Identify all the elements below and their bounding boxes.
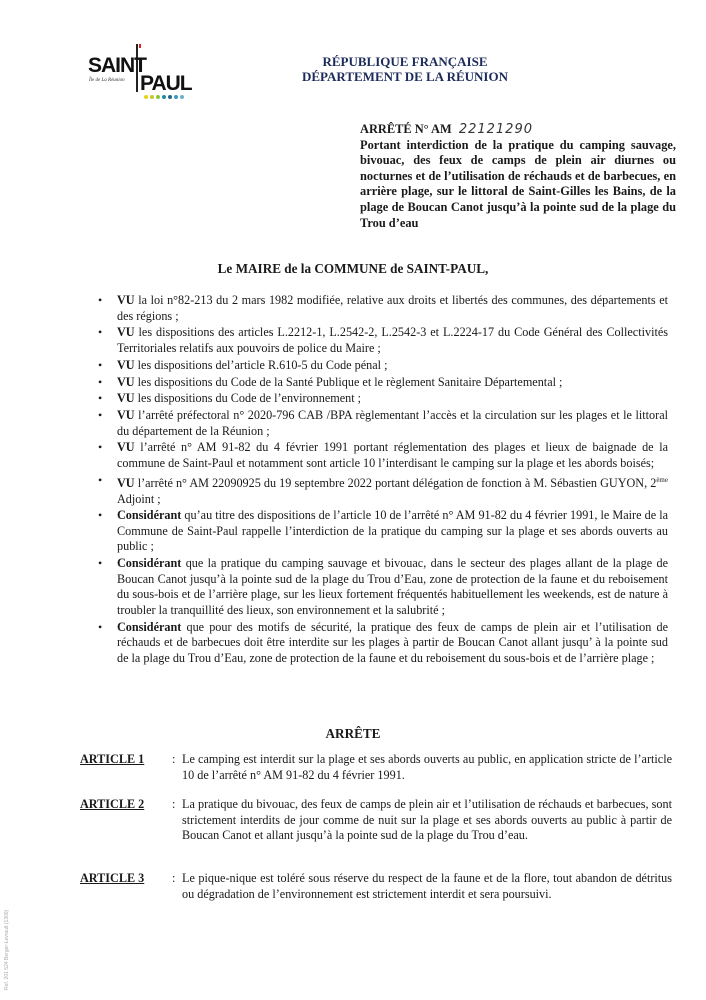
logo-dot-icon xyxy=(168,95,172,99)
visa-text: la loi n°82-213 du 2 mars 1982 modifiée, relative aux droits et libertés des communes, des départements et des régions ; xyxy=(117,293,668,323)
visa-item xyxy=(96,440,668,471)
bullet-icon: • xyxy=(98,508,103,523)
visa-tail: Adjoint ; xyxy=(117,491,161,506)
article-colon: : xyxy=(172,797,176,811)
visa-lead: VU xyxy=(117,475,135,490)
visa-item xyxy=(96,508,668,555)
visa-item xyxy=(96,358,668,374)
logo-flag-icon xyxy=(139,44,141,48)
bullet-icon: • xyxy=(98,293,103,307)
visa-text: les dispositions du Code de l’environnement ; xyxy=(134,391,362,406)
maire-title: Le MAIRE de la COMMUNE de SAINT-PAUL, xyxy=(217,261,489,276)
logo-dot-icon xyxy=(180,95,184,99)
visa-item xyxy=(96,391,668,407)
bullet-icon: • xyxy=(98,391,103,406)
arrete-number-label: ARRÊTÉ N° AM xyxy=(360,122,452,136)
visa-lead: Considérant xyxy=(117,508,182,523)
logo-dot-icon xyxy=(174,95,178,99)
article-1 xyxy=(80,752,672,783)
saint-paul-logo xyxy=(84,42,204,104)
visa-text: les dispositions du Code de la Santé Publique et le règlement Sanitaire Départemental ; xyxy=(134,374,563,389)
article-label: ARTICLE 2 xyxy=(80,797,145,811)
bullet-icon: • xyxy=(98,619,103,634)
republic-header xyxy=(290,54,520,84)
bullet-icon: • xyxy=(98,556,103,571)
logo-dots-icon xyxy=(144,95,184,99)
article-colon: : xyxy=(172,871,176,885)
bullet-icon: • xyxy=(98,325,103,340)
visa-lead: VU xyxy=(117,374,135,389)
visa-item xyxy=(96,473,668,507)
visa-item xyxy=(96,325,668,356)
visa-item xyxy=(96,620,668,667)
visa-lead: VU xyxy=(117,325,135,340)
article-body: Le pique-nique est toléré sous réserve du respect de la faune et de la flore, tout abandon de détritus ou dégradation de l’environnement est strictement interdit et sera poursuivi. xyxy=(182,871,672,901)
visa-superscript: ème xyxy=(656,475,668,484)
article-2 xyxy=(80,797,672,844)
visa-lead: VU xyxy=(117,293,135,307)
article-label: ARTICLE 1 xyxy=(80,752,145,766)
article-3 xyxy=(80,871,672,902)
logo-dot-icon xyxy=(150,95,154,99)
logo-subtitle: Île de La Réunion xyxy=(89,78,125,83)
visas-list xyxy=(96,293,668,668)
article-body: Le camping est interdit sur la plage et ses abords ouverts au public, en application stricte de l’article 10 de l’arrêté n° AM 91-82 du 4 février 1991. xyxy=(182,752,672,782)
visa-text: l’arrêté n° AM 91-82 du 4 février 1991 portant réglementation des plages et lieux de baignade de la commune de Saint-Paul et notamment sont article 10 l’interdisant le camping sur la plage et les abords boisés; xyxy=(117,440,668,471)
visa-lead: Considérant xyxy=(117,556,182,571)
logo-dot-icon xyxy=(162,95,166,99)
visa-item xyxy=(96,556,668,618)
visa-text: que pour des motifs de sécurité, la pratique des feux de camps de plein air et l’utilisation de réchauds et de barbecues doit être interdite sur les plages à partir de Boucan Canot allant jusqu’ à la pointe sud de la plage du Trou d’Eau, zone de protection de la faune et du reboisement du sous-bois et de l’arrière plage ; xyxy=(117,619,668,665)
bullet-icon: • xyxy=(98,357,103,372)
visa-text: l’arrêté préfectoral n° 2020-796 CAB /BPA règlementant l’accès et la circulation sur les plages et le littoral du département de la Réunion ; xyxy=(117,408,668,438)
visa-item xyxy=(96,293,668,324)
arrete-number xyxy=(360,122,676,138)
visa-text: les dispositions del’article R.610-5 du Code pénal ; xyxy=(134,357,388,372)
republic-line: RÉPUBLIQUE FRANÇAISE xyxy=(322,54,488,69)
bullet-icon: • xyxy=(98,472,103,487)
printer-reference: Ref. 201 524 Berger-Levrault (1309) xyxy=(4,909,10,990)
visa-text: les dispositions des articles L.2212-1, L.2542-2, L.2542-3 et L.2224-17 du Code Général des Collectivités Territoriales relatifs aux pouvoirs de police du Maire ; xyxy=(117,325,668,355)
article-label: ARTICLE 3 xyxy=(80,871,145,885)
visa-item xyxy=(96,408,668,439)
visa-lead: Considérant xyxy=(117,619,182,634)
arrete-heading xyxy=(360,122,676,231)
article-body: La pratique du bivouac, des feux de camps de plein air et l’utilisation de réchauds et barbecues, sont strictement interdits de jour comme de nuit sur la plage et ses abords ouverts au public à partir de Boucan Canot et allant jusqu’à la pointe sud de la plage du Trou d’eau. xyxy=(182,797,672,843)
logo-paul: PAUL xyxy=(140,72,192,95)
bullet-icon: • xyxy=(98,408,103,423)
logo-dot-icon xyxy=(156,95,160,99)
visa-lead: VU xyxy=(117,440,135,455)
article-colon: : xyxy=(172,752,176,766)
arrete-decision-title: ARRÊTE xyxy=(325,726,381,741)
visa-lead: VU xyxy=(117,391,135,406)
visa-lead: VU xyxy=(117,357,135,372)
bullet-icon: • xyxy=(98,374,103,389)
visa-item xyxy=(96,375,668,391)
logo-saint: SAINT xyxy=(88,54,146,77)
department-line: DÉPARTEMENT DE LA RÉUNION xyxy=(301,69,508,84)
arrete-number-handwritten: 22121290 xyxy=(458,122,533,137)
visa-text: qu’au titre des dispositions de l’article 10 de l’arrêté n° AM 91-82 du 4 février 1991, le Maire de la Commune de Saint-Paul rappelle l’interdiction de la pratique du camping sur la plage et ses abords ouverts au public ; xyxy=(117,508,668,554)
logo-dot-icon xyxy=(144,95,148,99)
visa-lead: VU xyxy=(117,408,135,423)
bullet-icon: • xyxy=(98,440,103,455)
visa-text: que la pratique du camping sauvage et bivouac, dans le secteur des plages allant de la plage de Boucan Canot jusqu’à la pointe sud de la plage du Trou d’Eau, zone de protection de la faune et du reboisement du sous-bois et de l’arrière plage, sur les lieux fortement fréquentés habituellement les weekends, est de nature à troubler la tranquillité des lieux, son environnement et la salubrité ; xyxy=(117,556,668,618)
visa-text: l’arrêté n° AM 22090925 du 19 septembre 2022 portant délégation de fonction à M. Sébastien GUYON, 2 xyxy=(134,475,657,490)
arrete-subject: Portant interdiction de la pratique du camping sauvage, bivouac, des feux de camps de plein air diurnes ou nocturnes et de l’utilisation de réchauds et de barbecues, en arrière plage, sur le littoral de Saint-Gilles les Bains, de la plage de Boucan Canot jusqu’à la pointe sud de la plage du Trou d’eau xyxy=(360,137,676,230)
